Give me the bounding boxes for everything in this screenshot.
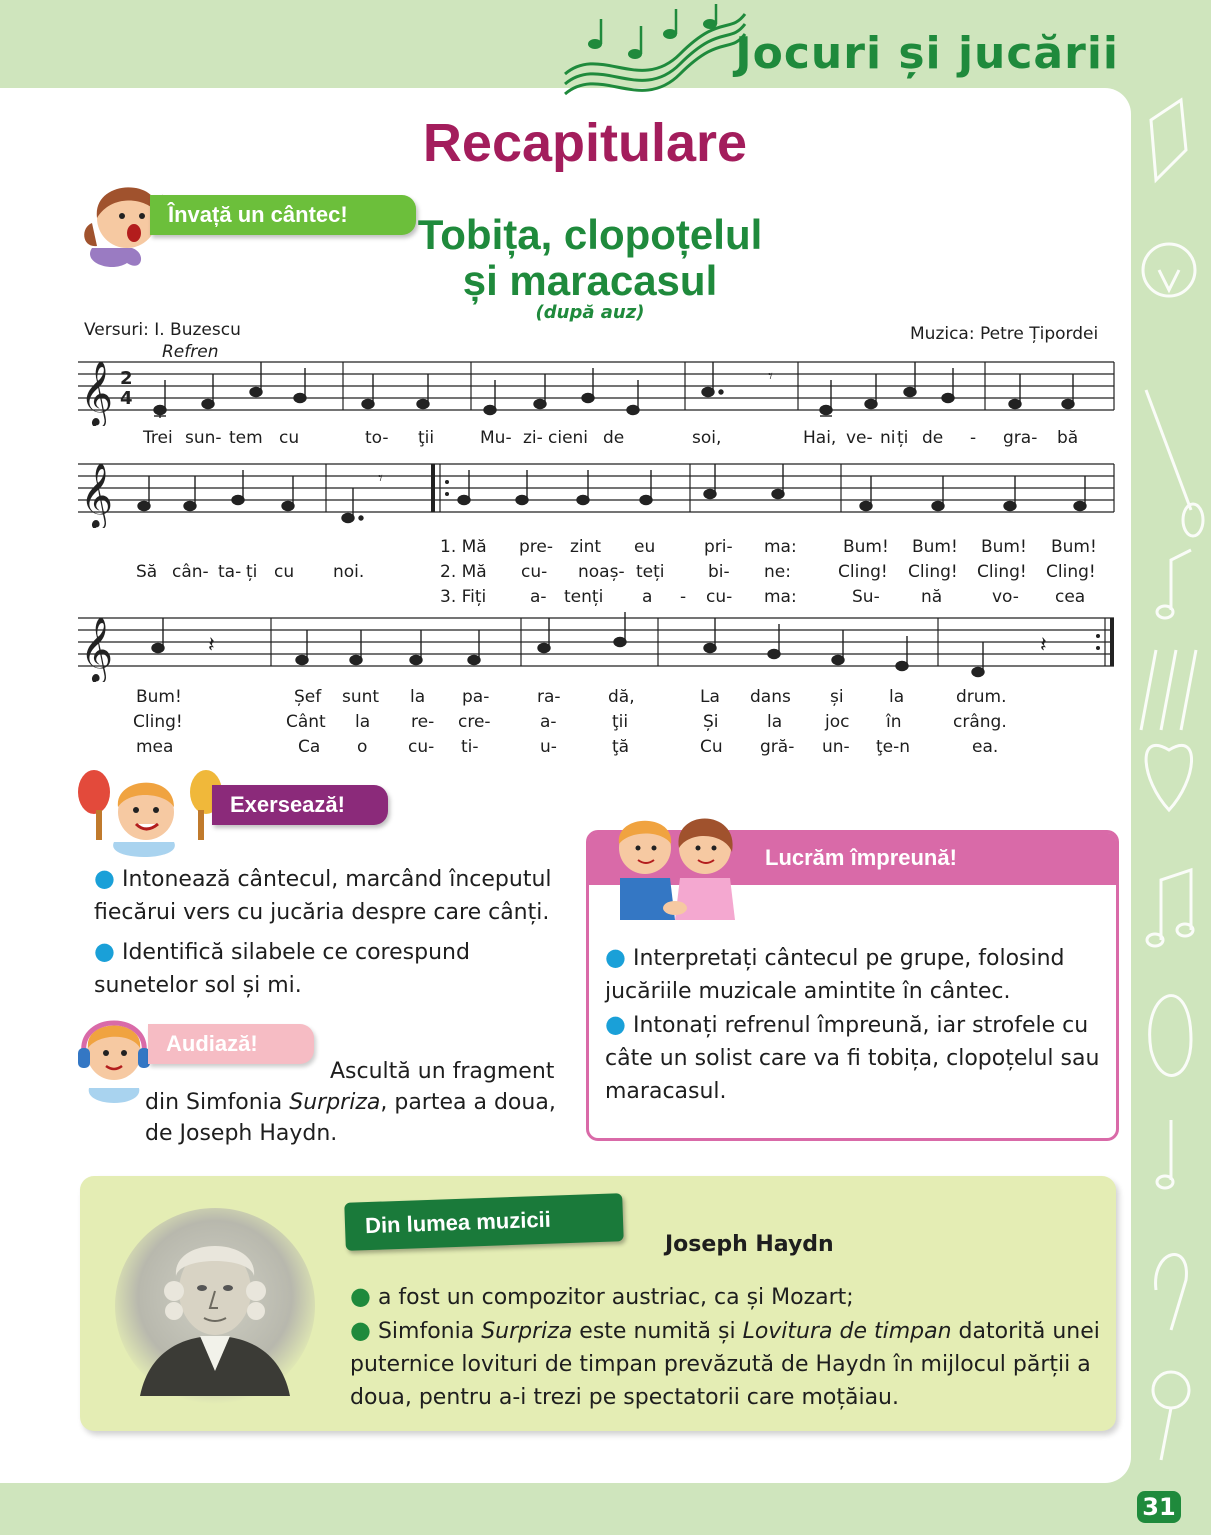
lyric-syllable: ţii xyxy=(418,428,435,448)
teamwork-list xyxy=(605,941,1105,1108)
lyric-syllable: Să xyxy=(136,562,158,582)
lyric-syllable: - xyxy=(680,587,687,607)
lyric-syllable: a- xyxy=(530,587,547,607)
lyric-syllable: la xyxy=(767,712,783,732)
music-staff-1 xyxy=(78,356,1118,426)
lyric-syllable: Șef xyxy=(294,687,322,707)
lyric-syllable: pre- xyxy=(519,537,553,557)
lyric-syllable: Bum! xyxy=(912,537,958,557)
lyric-syllable: noi. xyxy=(333,562,365,582)
lyric-syllable: Cling! xyxy=(838,562,888,582)
lyric-syllable: cân- xyxy=(172,562,209,582)
bullet-icon: ● xyxy=(350,1316,371,1344)
lyric-syllable: Bum! xyxy=(981,537,1027,557)
lyric-syllable: cu xyxy=(279,428,300,448)
lyric-syllable: vo- xyxy=(992,587,1019,607)
lyric-syllable: - xyxy=(970,428,977,448)
bullet-icon: ● xyxy=(605,943,626,971)
lyric-syllable: u- xyxy=(540,737,557,757)
lyric-syllable: ni xyxy=(880,428,896,448)
lyric-syllable: bi- xyxy=(708,562,730,582)
svg-text:𝄞: 𝄞 xyxy=(80,463,114,528)
lyric-syllable: la xyxy=(355,712,371,732)
instrument-doodles-icon xyxy=(1131,90,1207,1470)
lyric-syllable: eu xyxy=(634,537,656,557)
lyric-syllable: Hai, xyxy=(803,428,837,448)
song-title-line1: Tobița, clopoțelul xyxy=(417,211,763,258)
lyric-syllable: ma: xyxy=(764,537,797,557)
lyric-syllable: ti- xyxy=(461,737,479,757)
music-staff-3 xyxy=(78,612,1118,682)
lyric-syllable: zi- xyxy=(523,428,543,448)
svg-text:2: 2 xyxy=(120,368,133,389)
music-world-box xyxy=(80,1176,1116,1431)
lyric-syllable: de xyxy=(922,428,944,448)
lyric-syllable: dans xyxy=(750,687,791,707)
lyrics-credit: Versuri: I. Buzescu xyxy=(84,320,241,340)
lyric-syllable: Cling! xyxy=(977,562,1027,582)
lyric-syllable: un- xyxy=(822,737,850,757)
lyric-syllable: ea. xyxy=(972,737,999,757)
composer-name: Joseph Haydn xyxy=(665,1232,834,1257)
lyric-syllable: Cling! xyxy=(133,712,183,732)
lyric-syllable: zint xyxy=(570,537,602,557)
haydn-portrait-icon xyxy=(110,1196,320,1406)
lyric-syllable: la xyxy=(410,687,426,707)
bullet-icon: ● xyxy=(350,1282,371,1310)
lyric-syllable: sunt xyxy=(342,687,380,707)
lyric-syllable: Și xyxy=(703,712,719,732)
song-subtitle: (după auz) xyxy=(535,302,645,323)
song-title-line2: și maracasul xyxy=(462,257,718,304)
lyric-syllable: la xyxy=(889,687,905,707)
lyric-syllable: crâng. xyxy=(953,712,1007,732)
lyric-syllable: gra- xyxy=(1003,428,1038,448)
lyric-syllable: La xyxy=(700,687,720,707)
music-world-item: ● a fost un compozitor austriac, ca și Mozart; xyxy=(350,1282,854,1310)
bullet-icon: ● xyxy=(94,937,115,965)
teamwork-item: ● Interpretați cântecul pe grupe, folosind jucăriile muzicale amintite în cântec. xyxy=(605,943,1065,1004)
lyric-syllable: tem xyxy=(229,428,263,448)
lyric-syllable: bă xyxy=(1057,428,1079,448)
lyric-syllable: gră- xyxy=(760,737,795,757)
lyric-syllable: Bum! xyxy=(1051,537,1097,557)
bottom-band xyxy=(0,1484,1211,1535)
svg-text:𝄽: 𝄽 xyxy=(1040,633,1047,658)
lyric-syllable: ți xyxy=(897,428,909,448)
lyric-syllable: ra- xyxy=(537,687,561,707)
lyric-syllable: pa- xyxy=(462,687,490,707)
lyric-syllable: sun- xyxy=(185,428,222,448)
lyric-syllable: Su- xyxy=(852,587,880,607)
music-world-tag: Din lumea muzicii xyxy=(344,1193,624,1251)
lyric-syllable: ţe-n xyxy=(876,737,911,757)
music-world-list xyxy=(350,1280,1100,1414)
lyric-syllable: ți xyxy=(246,562,258,582)
lyric-syllable: nă xyxy=(921,587,943,607)
exercise-item: ● Intonează cântecul, marcând începutul fiecărui vers cu jucăria despre care cânți. xyxy=(94,864,552,925)
lyric-syllable: mea xyxy=(136,737,174,757)
lyric-syllable: Bum! xyxy=(136,687,182,707)
lyric-syllable: în xyxy=(886,712,902,732)
refren-label: Refren xyxy=(162,342,219,362)
lyric-syllable: Cânt xyxy=(286,712,326,732)
lyric-syllable: Cling! xyxy=(1046,562,1096,582)
lyric-syllable: și xyxy=(830,687,844,707)
lyric-syllable: 2. Mă xyxy=(440,562,487,582)
lyric-syllable: ţă xyxy=(612,737,630,757)
lyric-syllable: a xyxy=(642,587,653,607)
music-notes-icon xyxy=(560,4,750,114)
children-handshake-icon xyxy=(600,808,750,923)
lyric-syllable: cu- xyxy=(408,737,435,757)
lyric-syllable: cea xyxy=(1055,587,1086,607)
lyric-syllable: pri- xyxy=(704,537,733,557)
lyric-syllable: o xyxy=(357,737,368,757)
lyric-syllable: joc xyxy=(825,712,850,732)
lyric-syllable: cu xyxy=(274,562,295,582)
lyric-syllable: de xyxy=(603,428,625,448)
svg-text:𝄾: 𝄾 xyxy=(768,366,773,387)
exercise-list xyxy=(94,862,564,1008)
lyric-syllable: dă, xyxy=(608,687,635,707)
lyric-syllable: Bum! xyxy=(843,537,889,557)
lyric-syllable: to- xyxy=(365,428,389,448)
bullet-icon: ● xyxy=(605,1010,626,1038)
lyric-syllable: Cling! xyxy=(908,562,958,582)
svg-text:𝄾: 𝄾 xyxy=(378,468,383,489)
svg-text:𝄽: 𝄽 xyxy=(208,633,215,658)
lyric-syllable: Trei xyxy=(143,428,173,448)
teamwork-item: ● Intonați refrenul împreună, iar strofele cu câte un solist care va fi tobița, clopoțelul sau maracasul. xyxy=(605,1010,1100,1104)
lyric-syllable: ve- xyxy=(846,428,873,448)
exercise-item: ● Identifică silabele ce corespund sunetelor sol și mi. xyxy=(94,937,470,998)
page-title: Recapitulare xyxy=(422,113,748,173)
svg-text:𝄞: 𝄞 xyxy=(80,617,114,682)
learn-song-tag: Învață un cântec! xyxy=(150,195,416,235)
lyric-syllable: ţii xyxy=(612,712,629,732)
listen-tag: Audiază! xyxy=(148,1024,314,1064)
music-world-item: ● Simfonia Surpriza este numită și Lovitura de timpan datorită unei puternice lovituri de timpan prevăzută de Haydn în mijlocul părții a doua, pentru a-i trezi pe spectatorii care moțăiau. xyxy=(350,1316,1100,1410)
lyric-syllable: cre- xyxy=(458,712,491,732)
lyric-syllable: drum. xyxy=(956,687,1007,707)
teamwork-title: Lucrăm împreună! xyxy=(765,845,957,870)
lyric-syllable: cu- xyxy=(521,562,548,582)
lyric-syllable: a- xyxy=(540,712,557,732)
svg-text:𝄞: 𝄞 xyxy=(80,361,114,426)
song-title xyxy=(390,212,790,304)
lyric-syllable: ne: xyxy=(764,562,791,582)
lyric-syllable: ma: xyxy=(764,587,797,607)
lyric-syllable: Ca xyxy=(298,737,321,757)
bullet-icon: ● xyxy=(94,864,115,892)
lyric-syllable: cieni xyxy=(548,428,589,448)
lyric-syllable: noaș- xyxy=(578,562,625,582)
lyric-syllable: re- xyxy=(411,712,435,732)
lyric-syllable: Mu- xyxy=(480,428,512,448)
music-credit: Muzica: Petre Țipordei xyxy=(910,324,1099,344)
music-staff-2 xyxy=(78,458,1118,528)
lyric-syllable: 3. Fiți xyxy=(440,587,487,607)
boy-with-headphones-icon xyxy=(74,1008,154,1108)
listen-text: Ascultă un fragment din Simfonia Surpriza, partea a doua, de Joseph Haydn. xyxy=(145,1059,556,1146)
chapter-title: Jocuri și jucării xyxy=(735,28,1119,79)
exercise-tag: Exersează! xyxy=(212,785,388,825)
svg-text:4: 4 xyxy=(120,388,133,409)
lyric-syllable: teți xyxy=(636,562,665,582)
lyric-syllable: 1. Mă xyxy=(440,537,487,557)
boy-with-maracas-icon xyxy=(74,762,224,862)
page-number: 31 xyxy=(1137,1491,1181,1523)
lyric-syllable: Cu xyxy=(700,737,723,757)
lyric-syllable: soi, xyxy=(692,428,722,448)
lyric-syllable: ta- xyxy=(218,562,242,582)
lyric-syllable: tenți xyxy=(564,587,604,607)
lyric-syllable: cu- xyxy=(706,587,733,607)
